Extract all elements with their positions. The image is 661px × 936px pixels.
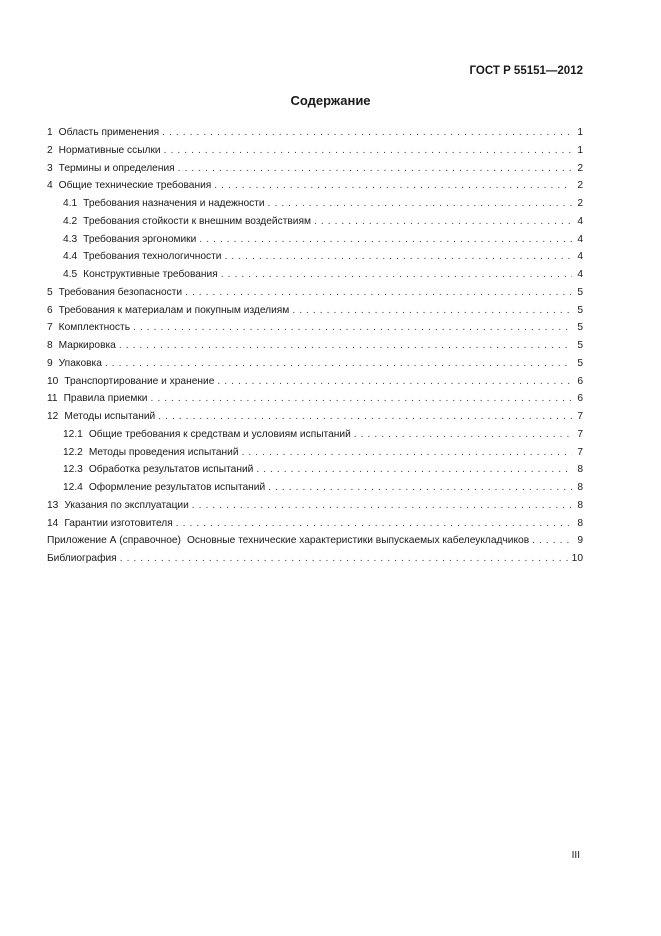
toc-entry-page: 1 (577, 127, 583, 138)
toc-entry-page: 2 (577, 162, 583, 174)
toc-entry-page: 5 (577, 340, 583, 351)
toc-dot-leader (314, 213, 572, 231)
toc-dot-leader (354, 426, 572, 444)
toc-entry[interactable] (47, 532, 583, 550)
toc-dot-leader (185, 284, 572, 302)
toc-dot-leader (164, 142, 572, 160)
toc-entry-label-group (47, 532, 529, 550)
toc-dot-leader (150, 390, 572, 408)
toc-dot-leader (268, 479, 572, 497)
toc-entry-label-group (47, 355, 102, 373)
toc-entry-label: Указания по эксплуатации (64, 499, 189, 511)
toc-dot-leader (192, 497, 572, 515)
toc-entry-page: 5 (577, 322, 583, 334)
toc-entry-label: Маркировка (58, 340, 116, 351)
toc-entry-page: 4 (577, 251, 583, 263)
toc-dot-leader (225, 248, 572, 266)
toc-entry-label: Требования технологичности (83, 251, 222, 263)
toc-entry-label: Комплектность (58, 322, 130, 334)
toc-entry[interactable] (47, 142, 583, 160)
toc-entry[interactable] (47, 319, 583, 337)
toc-entry[interactable] (47, 302, 583, 320)
toc-entry-label-group (63, 444, 239, 462)
toc-entry-label-group (47, 390, 147, 408)
toc-dot-leader (199, 231, 572, 249)
toc-dot-leader (162, 124, 572, 142)
toc-entry-label-group (63, 231, 196, 249)
toc-entry[interactable] (47, 124, 583, 142)
toc-entry-label-group (47, 302, 289, 320)
toc-dot-leader (120, 550, 569, 568)
toc-entry-label-group (63, 461, 253, 479)
toc-entry-page: 1 (577, 144, 583, 156)
toc-entry-page: 8 (577, 499, 583, 511)
toc-entry-label-group (47, 319, 130, 337)
toc-entry[interactable] (47, 390, 583, 408)
toc-entry-label: Обработка результатов испытаний (88, 464, 254, 476)
toc-dot-leader (119, 337, 572, 355)
toc-entry-label: Методы испытаний (64, 411, 156, 422)
toc-entry[interactable] (47, 515, 583, 533)
toc-entry[interactable] (47, 248, 583, 266)
toc-entry-label-group (47, 337, 116, 355)
toc-dot-leader (176, 515, 572, 533)
toc-entry[interactable] (47, 284, 583, 302)
toc-entry-number: 13 (47, 499, 59, 511)
toc-entry-label: Требования к материалам и покупным изделиям (58, 304, 290, 316)
toc-dot-leader (105, 355, 572, 373)
document-code: ГОСТ Р 55151—2012 (469, 65, 583, 77)
toc-entry-number: 4 (47, 180, 53, 192)
toc-entry-label: Правила приемки (63, 393, 148, 405)
toc-entry-page: 4 (577, 215, 583, 227)
toc-entry-number: 4.4 (63, 251, 78, 263)
toc-entry-label: Требования эргономики (83, 233, 197, 245)
toc-entry-number: 12.3 (63, 464, 83, 476)
toc-entry-label: Методы проведения испытаний (88, 446, 239, 458)
toc-entry[interactable] (47, 337, 583, 355)
toc-entry[interactable] (47, 373, 583, 391)
toc-entry-label-group (47, 497, 189, 515)
toc-dot-leader (221, 266, 572, 284)
toc-entry-label: Термины и определения (58, 162, 175, 174)
toc-entry-label-group (47, 177, 211, 195)
toc-entry-number: 9 (47, 357, 53, 369)
toc-entry[interactable] (47, 550, 583, 568)
toc-entry-label-group (47, 550, 117, 568)
toc-dot-leader (178, 160, 572, 178)
toc-entry-number: 3 (47, 162, 53, 174)
toc-entry-page: 6 (577, 393, 583, 405)
toc-entry-number: 5 (47, 286, 53, 298)
toc-dot-leader (242, 444, 572, 462)
toc-entry-label-group (63, 479, 265, 497)
toc-entry-label-group (63, 426, 351, 444)
toc-entry-number: 4.5 (63, 269, 78, 280)
toc-entry-page: 9 (577, 535, 583, 547)
toc-entry-label: Область применения (58, 127, 160, 138)
toc-entry-page: 2 (577, 198, 583, 209)
toc-entry-number: 12.4 (63, 482, 83, 493)
toc-entry-number: 4.3 (63, 233, 78, 245)
toc-entry-label-group (47, 408, 155, 426)
toc-entry[interactable] (47, 461, 583, 479)
toc-entry-page: 10 (571, 553, 583, 564)
toc-entry-number: 12.1 (63, 428, 83, 440)
toc-entry-page: 8 (577, 517, 583, 529)
toc-dot-leader (268, 195, 572, 213)
toc-entry[interactable] (47, 266, 583, 284)
toc-entry[interactable] (47, 479, 583, 497)
toc-entry-number: 14 (47, 517, 59, 529)
toc-entry-label-group (47, 373, 214, 391)
toc-entry-page: 2 (577, 180, 583, 192)
toc-entry-number: Приложение А (справочное) (47, 535, 181, 547)
toc-dot-leader (256, 461, 572, 479)
toc-entry-page: 5 (577, 357, 583, 369)
toc-entry-number: 12.2 (63, 446, 83, 458)
toc-entry[interactable] (47, 213, 583, 231)
toc-entry-label-group (47, 160, 175, 178)
toc-entry-number: 12 (47, 411, 59, 422)
toc-dot-leader (214, 177, 572, 195)
toc-entry[interactable] (47, 195, 583, 213)
toc-entry-page: 4 (577, 269, 583, 280)
toc-entry-number: 1 (47, 127, 53, 138)
toc-entry[interactable] (47, 408, 583, 426)
toc-entry-label: Требования стойкости к внешним воздействиям (83, 215, 311, 227)
toc-entry-label-group (47, 124, 159, 142)
toc-entry-label: Гарантии изготовителя (64, 517, 173, 529)
toc-entry[interactable] (47, 426, 583, 444)
toc-entry-page: 8 (577, 482, 583, 493)
toc-entry-label: Общие технические требования (58, 180, 212, 192)
toc-entry-label-group (63, 195, 265, 213)
toc-entry-label: Упаковка (58, 357, 102, 369)
table-of-contents (47, 124, 583, 568)
toc-entry-number: 4.2 (63, 215, 78, 227)
toc-entry-number: 2 (47, 144, 53, 156)
page-number: III (571, 850, 580, 861)
toc-entry-page: 7 (577, 428, 583, 440)
toc-entry-number: 4.1 (63, 198, 78, 209)
toc-entry-number: 11 (47, 393, 58, 405)
toc-entry-label-group (63, 266, 218, 284)
toc-entry-number: 10 (47, 375, 59, 387)
toc-entry-number: 7 (47, 322, 53, 334)
toc-entry-label: Конструктивные требования (83, 269, 218, 280)
toc-entry-label: Транспортирование и хранение (64, 375, 215, 387)
toc-entry-label: Оформление результатов испытаний (88, 482, 266, 493)
toc-dot-leader (158, 408, 572, 426)
toc-entry-label-group (63, 213, 311, 231)
toc-entry-label: Общие требования к средствам и условиям испытаний (88, 428, 351, 440)
toc-entry-number: 6 (47, 304, 53, 316)
toc-entry-page: 7 (577, 411, 583, 422)
toc-entry[interactable] (47, 177, 583, 195)
toc-entry[interactable] (47, 160, 583, 178)
toc-entry-page: 5 (577, 286, 583, 298)
toc-dot-leader (292, 302, 572, 320)
toc-entry[interactable] (47, 497, 583, 515)
toc-entry-label-group (47, 515, 173, 533)
toc-entry[interactable] (47, 444, 583, 462)
toc-entry-label-group (47, 142, 161, 160)
toc-dot-leader (217, 373, 572, 391)
toc-title: Содержание (290, 93, 371, 108)
toc-entry-page: 4 (577, 233, 583, 245)
toc-entry-number: 8 (47, 340, 53, 351)
toc-entry-label: Требования безопасности (58, 286, 183, 298)
toc-entry-label: Нормативные ссылки (58, 144, 161, 156)
toc-entry-label: Требования назначения и надежности (83, 198, 265, 209)
toc-entry-label-group (63, 248, 222, 266)
toc-entry-page: 6 (577, 375, 583, 387)
toc-entry[interactable] (47, 355, 583, 373)
toc-entry-page: 5 (577, 304, 583, 316)
toc-entry-label: Библиография (47, 553, 117, 564)
toc-entry-label-group (47, 284, 182, 302)
toc-dot-leader (532, 532, 572, 550)
toc-entry-label: Основные технические характеристики выпускаемых кабелеукладчиков (186, 535, 530, 547)
toc-dot-leader (133, 319, 572, 337)
toc-entry[interactable] (47, 231, 583, 249)
toc-entry-page: 7 (577, 446, 583, 458)
toc-entry-page: 8 (577, 464, 583, 476)
